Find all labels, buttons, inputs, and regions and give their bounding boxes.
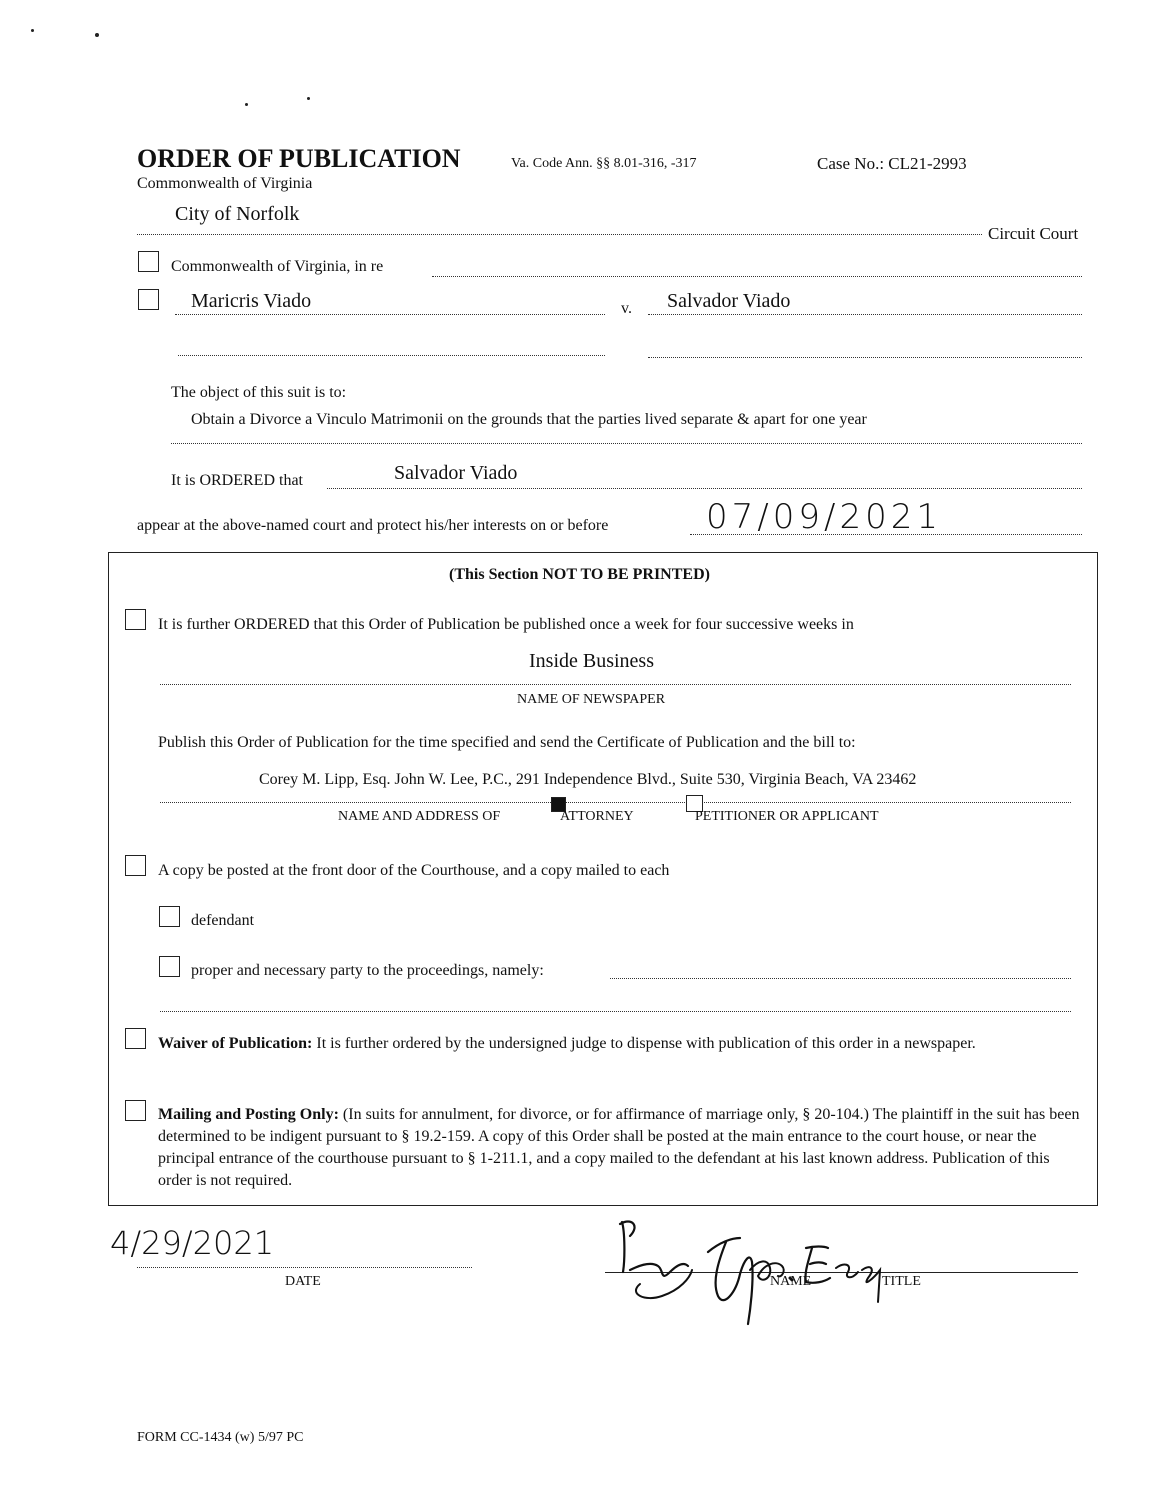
mailing-checkbox[interactable] bbox=[125, 1100, 146, 1121]
waiver-text: It is further ordered by the undersigned judge to dispense with publication of this order in a newspaper. bbox=[316, 1035, 976, 1052]
address-line bbox=[160, 802, 1071, 803]
date-line bbox=[137, 1267, 472, 1268]
copy-posted-checkbox[interactable] bbox=[125, 855, 146, 876]
ordered-name: Salvador Viado bbox=[394, 462, 518, 484]
attorney-label: ATTORNEY bbox=[560, 809, 634, 824]
mailing-text: (In suits for annulment, for divorce, or for affirmance of marriage only, § 20-104.) The plaintiff in the suit has been determined to be indigent pursuant to § 19.2-159. A copy of this Order shall be posted at the main entrance to the court house, or near the principal entrance of the courthouse pursuant to § 1-211.1, and a copy mailed to the defendant at his last known address. Publication of this order is not required. bbox=[158, 1106, 1080, 1189]
waiver-checkbox[interactable] bbox=[125, 1028, 146, 1049]
proper-party-line-2 bbox=[160, 1011, 1071, 1012]
waiver-paragraph bbox=[158, 1033, 1058, 1055]
in-re-label: Commonwealth of Virginia, in re bbox=[171, 258, 384, 275]
defendant-label: defendant bbox=[191, 912, 255, 929]
proper-party-line bbox=[610, 978, 1071, 979]
circuit-court-label: Circuit Court bbox=[988, 224, 1079, 243]
in-re-line bbox=[432, 276, 1082, 277]
scan-speck bbox=[245, 103, 248, 106]
further-ordered-checkbox[interactable] bbox=[125, 609, 146, 630]
petitioner-label: PETITIONER OR APPLICANT bbox=[695, 809, 879, 824]
proper-party-checkbox[interactable] bbox=[159, 956, 180, 977]
waiver-title: Waiver of Publication: bbox=[158, 1035, 313, 1052]
object-label: The object of this suit is to: bbox=[171, 384, 347, 401]
attorney-address: Corey M. Lipp, Esq. John W. Lee, P.C., 291 Independence Blvd., Suite 530, Virginia Beach, VA 23462 bbox=[259, 771, 917, 788]
newspaper-name: Inside Business bbox=[529, 650, 654, 672]
signed-date: 4/29/2021 bbox=[110, 1224, 275, 1262]
case-number: Case No.: CL21-2993 bbox=[817, 154, 967, 173]
scan-speck bbox=[31, 29, 34, 32]
signature-mark bbox=[600, 1212, 890, 1332]
scan-speck bbox=[307, 97, 310, 100]
newspaper-line bbox=[160, 684, 1071, 685]
court-line bbox=[137, 234, 982, 235]
form-id: FORM CC-1434 (w) 5/97 PC bbox=[137, 1430, 304, 1445]
proper-party-text: proper and necessary party to the proceedings, namely: bbox=[191, 962, 544, 979]
publish-text: Publish this Order of Publication for the time specified and send the Certificate of Publication and the bill to: bbox=[158, 734, 856, 751]
defendant-line bbox=[648, 314, 1082, 315]
scan-speck bbox=[95, 33, 99, 37]
date-caption: DATE bbox=[285, 1274, 321, 1289]
address-caption: NAME AND ADDRESS OF bbox=[338, 809, 501, 824]
object-line bbox=[171, 443, 1082, 444]
plaintiff-name: Maricris Viado bbox=[191, 290, 312, 312]
object-text: Obtain a Divorce a Vinculo Matrimonii on the grounds that the parties lived separate & apart for one year bbox=[191, 411, 867, 428]
plaintiff-line bbox=[175, 314, 605, 315]
copy-posted-text: A copy be posted at the front door of the Courthouse, and a copy mailed to each bbox=[158, 862, 670, 879]
defendant-name: Salvador Viado bbox=[667, 290, 791, 312]
newspaper-caption: NAME OF NEWSPAPER bbox=[517, 692, 666, 707]
name-caption: NAME bbox=[770, 1274, 812, 1289]
in-re-checkbox[interactable] bbox=[138, 251, 159, 272]
defendant-line-2 bbox=[648, 357, 1082, 358]
title-caption: TITLE bbox=[882, 1274, 921, 1289]
appear-date: 07/09/2021 bbox=[706, 497, 942, 537]
statute-reference: Va. Code Ann. §§ 8.01-316, -317 bbox=[511, 156, 697, 171]
commonwealth-label: Commonwealth of Virginia bbox=[137, 175, 313, 192]
mailing-title: Mailing and Posting Only: bbox=[158, 1106, 339, 1123]
court-city: City of Norfolk bbox=[175, 203, 300, 225]
section-heading: (This Section NOT TO BE PRINTED) bbox=[449, 566, 710, 583]
defendant-checkbox[interactable] bbox=[159, 906, 180, 927]
further-ordered-text: It is further ORDERED that this Order of Publication be published once a week for four successive weeks in bbox=[158, 616, 854, 633]
plaintiff-line-2 bbox=[178, 355, 605, 356]
appear-line bbox=[690, 534, 1082, 535]
mailing-paragraph bbox=[158, 1104, 1086, 1192]
parties-checkbox[interactable] bbox=[138, 289, 159, 310]
ordered-line bbox=[327, 488, 1082, 489]
ordered-label: It is ORDERED that bbox=[171, 472, 303, 489]
versus-label: v. bbox=[621, 300, 632, 317]
form-title: ORDER OF PUBLICATION bbox=[137, 144, 461, 173]
appear-text: appear at the above-named court and protect his/her interests on or before bbox=[137, 517, 609, 534]
